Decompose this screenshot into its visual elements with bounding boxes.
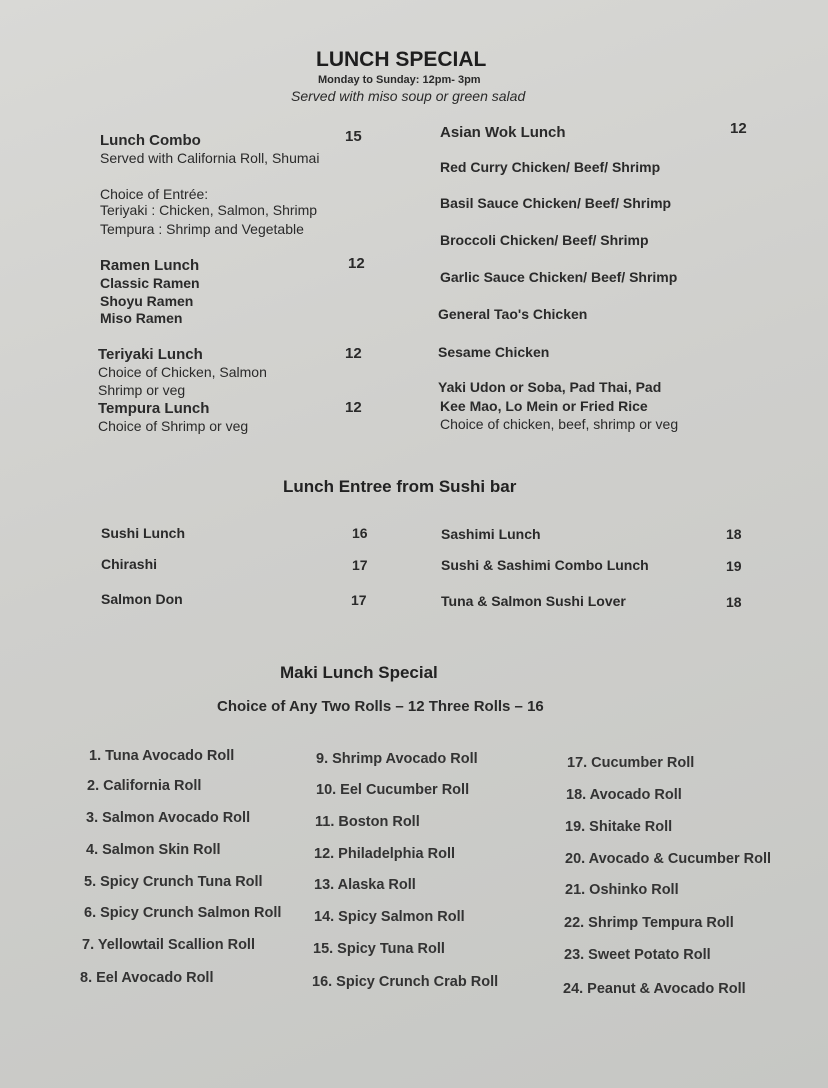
tempura-lunch-desc: Choice of Shrimp or veg (98, 418, 249, 434)
noodle-item: Yaki Udon or Soba, Pad Thai, Pad (438, 379, 662, 395)
roll-item: 15. Spicy Tuna Roll (313, 941, 445, 957)
ramen-item: Shoyu Ramen (100, 293, 194, 309)
roll-item: 21. Oshinko Roll (565, 882, 679, 898)
roll-item: 20. Avocado & Cucumber Roll (565, 851, 771, 867)
roll-item: 23. Sweet Potato Roll (564, 947, 711, 963)
wok-item: Red Curry Chicken/ Beef/ Shrimp (440, 159, 661, 175)
roll-item: 8. Eel Avocado Roll (80, 970, 214, 986)
roll-item: 22. Shrimp Tempura Roll (564, 915, 734, 931)
asian-wok-name: Asian Wok Lunch (440, 124, 566, 141)
sushi-item-name: Salmon Don (101, 591, 183, 607)
roll-item: 16. Spicy Crunch Crab Roll (312, 974, 499, 990)
sushi-bar-heading: Lunch Entree from Sushi bar (283, 477, 517, 496)
teriyaki-lunch-price: 12 (345, 345, 362, 362)
tempura-lunch-price: 12 (345, 399, 362, 416)
noodle-desc: Choice of chicken, beef, shrimp or veg (440, 416, 679, 432)
sushi-item-price: 18 (726, 594, 742, 610)
sushi-item-name: Tuna & Salmon Sushi Lover (441, 593, 626, 609)
sushi-item-price: 17 (351, 592, 367, 608)
roll-item: 14. Spicy Salmon Roll (314, 909, 465, 925)
roll-item: 9. Shrimp Avocado Roll (316, 751, 478, 767)
roll-item: 1. Tuna Avocado Roll (89, 748, 235, 764)
ramen-lunch-name: Ramen Lunch (100, 257, 200, 274)
hours-text: Monday to Sunday: 12pm- 3pm (318, 74, 481, 86)
wok-item: General Tao's Chicken (438, 306, 588, 322)
roll-item: 11. Boston Roll (315, 814, 420, 830)
sushi-item-price: 18 (726, 526, 742, 542)
roll-item: 13. Alaska Roll (314, 877, 416, 893)
roll-item: 4. Salmon Skin Roll (86, 842, 221, 858)
sushi-item-name: Sushi Lunch (101, 525, 185, 541)
entree-tempura: Tempura : Shrimp and Vegetable (100, 221, 304, 237)
ramen-item: Classic Ramen (100, 275, 200, 291)
wok-item: Sesame Chicken (438, 344, 550, 360)
page-title: LUNCH SPECIAL (316, 48, 487, 71)
sushi-item-name: Chirashi (101, 556, 158, 572)
sushi-item-price: 17 (352, 557, 368, 573)
maki-heading: Maki Lunch Special (280, 663, 438, 682)
roll-item: 12. Philadelphia Roll (314, 846, 456, 862)
roll-item: 19. Shitake Roll (565, 819, 673, 835)
ramen-item: Miso Ramen (100, 310, 183, 326)
lunch-combo-desc: Served with California Roll, Shumai (100, 150, 320, 166)
roll-item: 5. Spicy Crunch Tuna Roll (84, 874, 263, 890)
tempura-lunch-name: Tempura Lunch (98, 400, 210, 417)
noodle-item: Kee Mao, Lo Mein or Fried Rice (440, 398, 648, 414)
teriyaki-lunch-desc: Choice of Chicken, Salmon (98, 364, 267, 380)
wok-item: Broccoli Chicken/ Beef/ Shrimp (440, 232, 649, 248)
wok-item: Garlic Sauce Chicken/ Beef/ Shrimp (440, 269, 678, 285)
roll-item: 2. California Roll (87, 778, 202, 794)
sushi-item-price: 19 (726, 558, 742, 574)
ramen-lunch-price: 12 (348, 255, 365, 272)
lunch-combo-price: 15 (345, 128, 362, 145)
roll-item: 17. Cucumber Roll (567, 755, 695, 771)
served-with-text: Served with miso soup or green salad (291, 88, 526, 104)
teriyaki-lunch-desc: Shrimp or veg (98, 382, 186, 398)
sushi-item-price: 16 (352, 525, 368, 541)
roll-item: 24. Peanut & Avocado Roll (563, 981, 746, 997)
sushi-item-name: Sashimi Lunch (441, 526, 541, 542)
roll-item: 7. Yellowtail Scallion Roll (82, 937, 255, 953)
lunch-combo-name: Lunch Combo (100, 132, 201, 149)
entree-label: Choice of Entrée: (100, 186, 209, 202)
roll-item: 10. Eel Cucumber Roll (316, 782, 470, 798)
teriyaki-lunch-name: Teriyaki Lunch (98, 346, 203, 363)
wok-item: Basil Sauce Chicken/ Beef/ Shrimp (440, 195, 672, 211)
maki-choice-text: Choice of Any Two Rolls – 12 Three Rolls – 16 (217, 698, 544, 715)
sushi-item-name: Sushi & Sashimi Combo Lunch (441, 557, 649, 573)
entree-teriyaki: Teriyaki : Chicken, Salmon, Shrimp (100, 202, 318, 218)
roll-item: 3. Salmon Avocado Roll (86, 810, 251, 826)
roll-item: 6. Spicy Crunch Salmon Roll (84, 905, 282, 921)
roll-item: 18. Avocado Roll (566, 787, 682, 803)
asian-wok-price: 12 (730, 120, 747, 137)
